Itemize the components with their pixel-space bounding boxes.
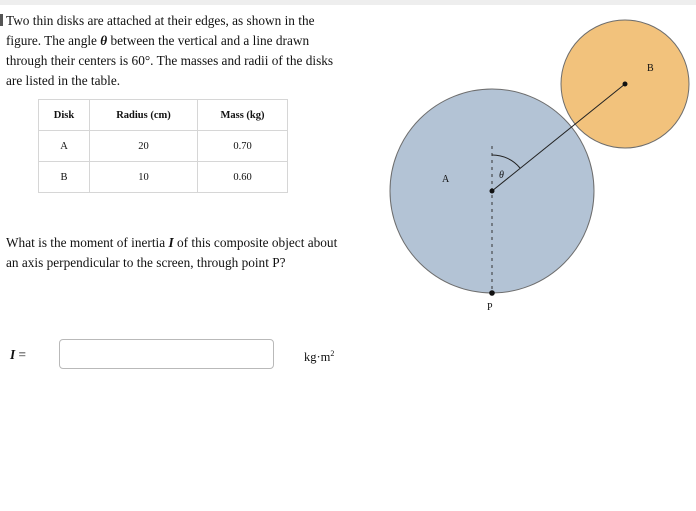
table-cell-radius: 10 xyxy=(90,162,198,193)
answer-label: I = xyxy=(10,347,27,362)
inertia-symbol: I xyxy=(168,235,174,250)
disk-table xyxy=(38,99,288,193)
table-cell-mass: 0.60 xyxy=(198,162,288,193)
disk-a-center xyxy=(490,189,495,194)
table-header-radius: Radius (cm) xyxy=(90,100,198,131)
disk-b-label: B xyxy=(647,63,654,74)
problem-marker xyxy=(0,14,3,26)
answer-units: $kg\cdot m^2$ xyxy=(304,349,335,364)
table-cell-disk: A xyxy=(39,131,90,162)
theta-symbol: θ xyxy=(100,33,108,48)
table-cell-radius: 20 xyxy=(90,131,198,162)
table-header-mass: Mass (kg) xyxy=(198,100,288,131)
disk-a-label: A xyxy=(442,174,450,185)
table-header-disk: Disk xyxy=(39,100,90,131)
problem-statement: Two thin disks are attached at their edges, as shown in the figure. The angle θ between the vertical and a line drawn through their centers is 60°. The masses and radii of the disks are listed in the table. xyxy=(6,13,334,88)
table-cell-disk: B xyxy=(39,162,90,193)
disks-figure xyxy=(380,10,696,320)
table-row xyxy=(39,162,288,193)
disk-b-center xyxy=(623,82,628,87)
table-cell-mass: 0.70 xyxy=(198,131,288,162)
theta-label: θ xyxy=(499,170,504,181)
answer-input[interactable] xyxy=(59,339,274,369)
table-row xyxy=(39,131,288,162)
point-p-label: P xyxy=(487,302,493,313)
question-text: What is the moment of inertia I of this composite object about an axis perpendicular to the screen, through point P? xyxy=(6,235,338,270)
table-header-row xyxy=(39,100,288,131)
point-p xyxy=(489,290,495,296)
top-bar xyxy=(0,0,696,5)
